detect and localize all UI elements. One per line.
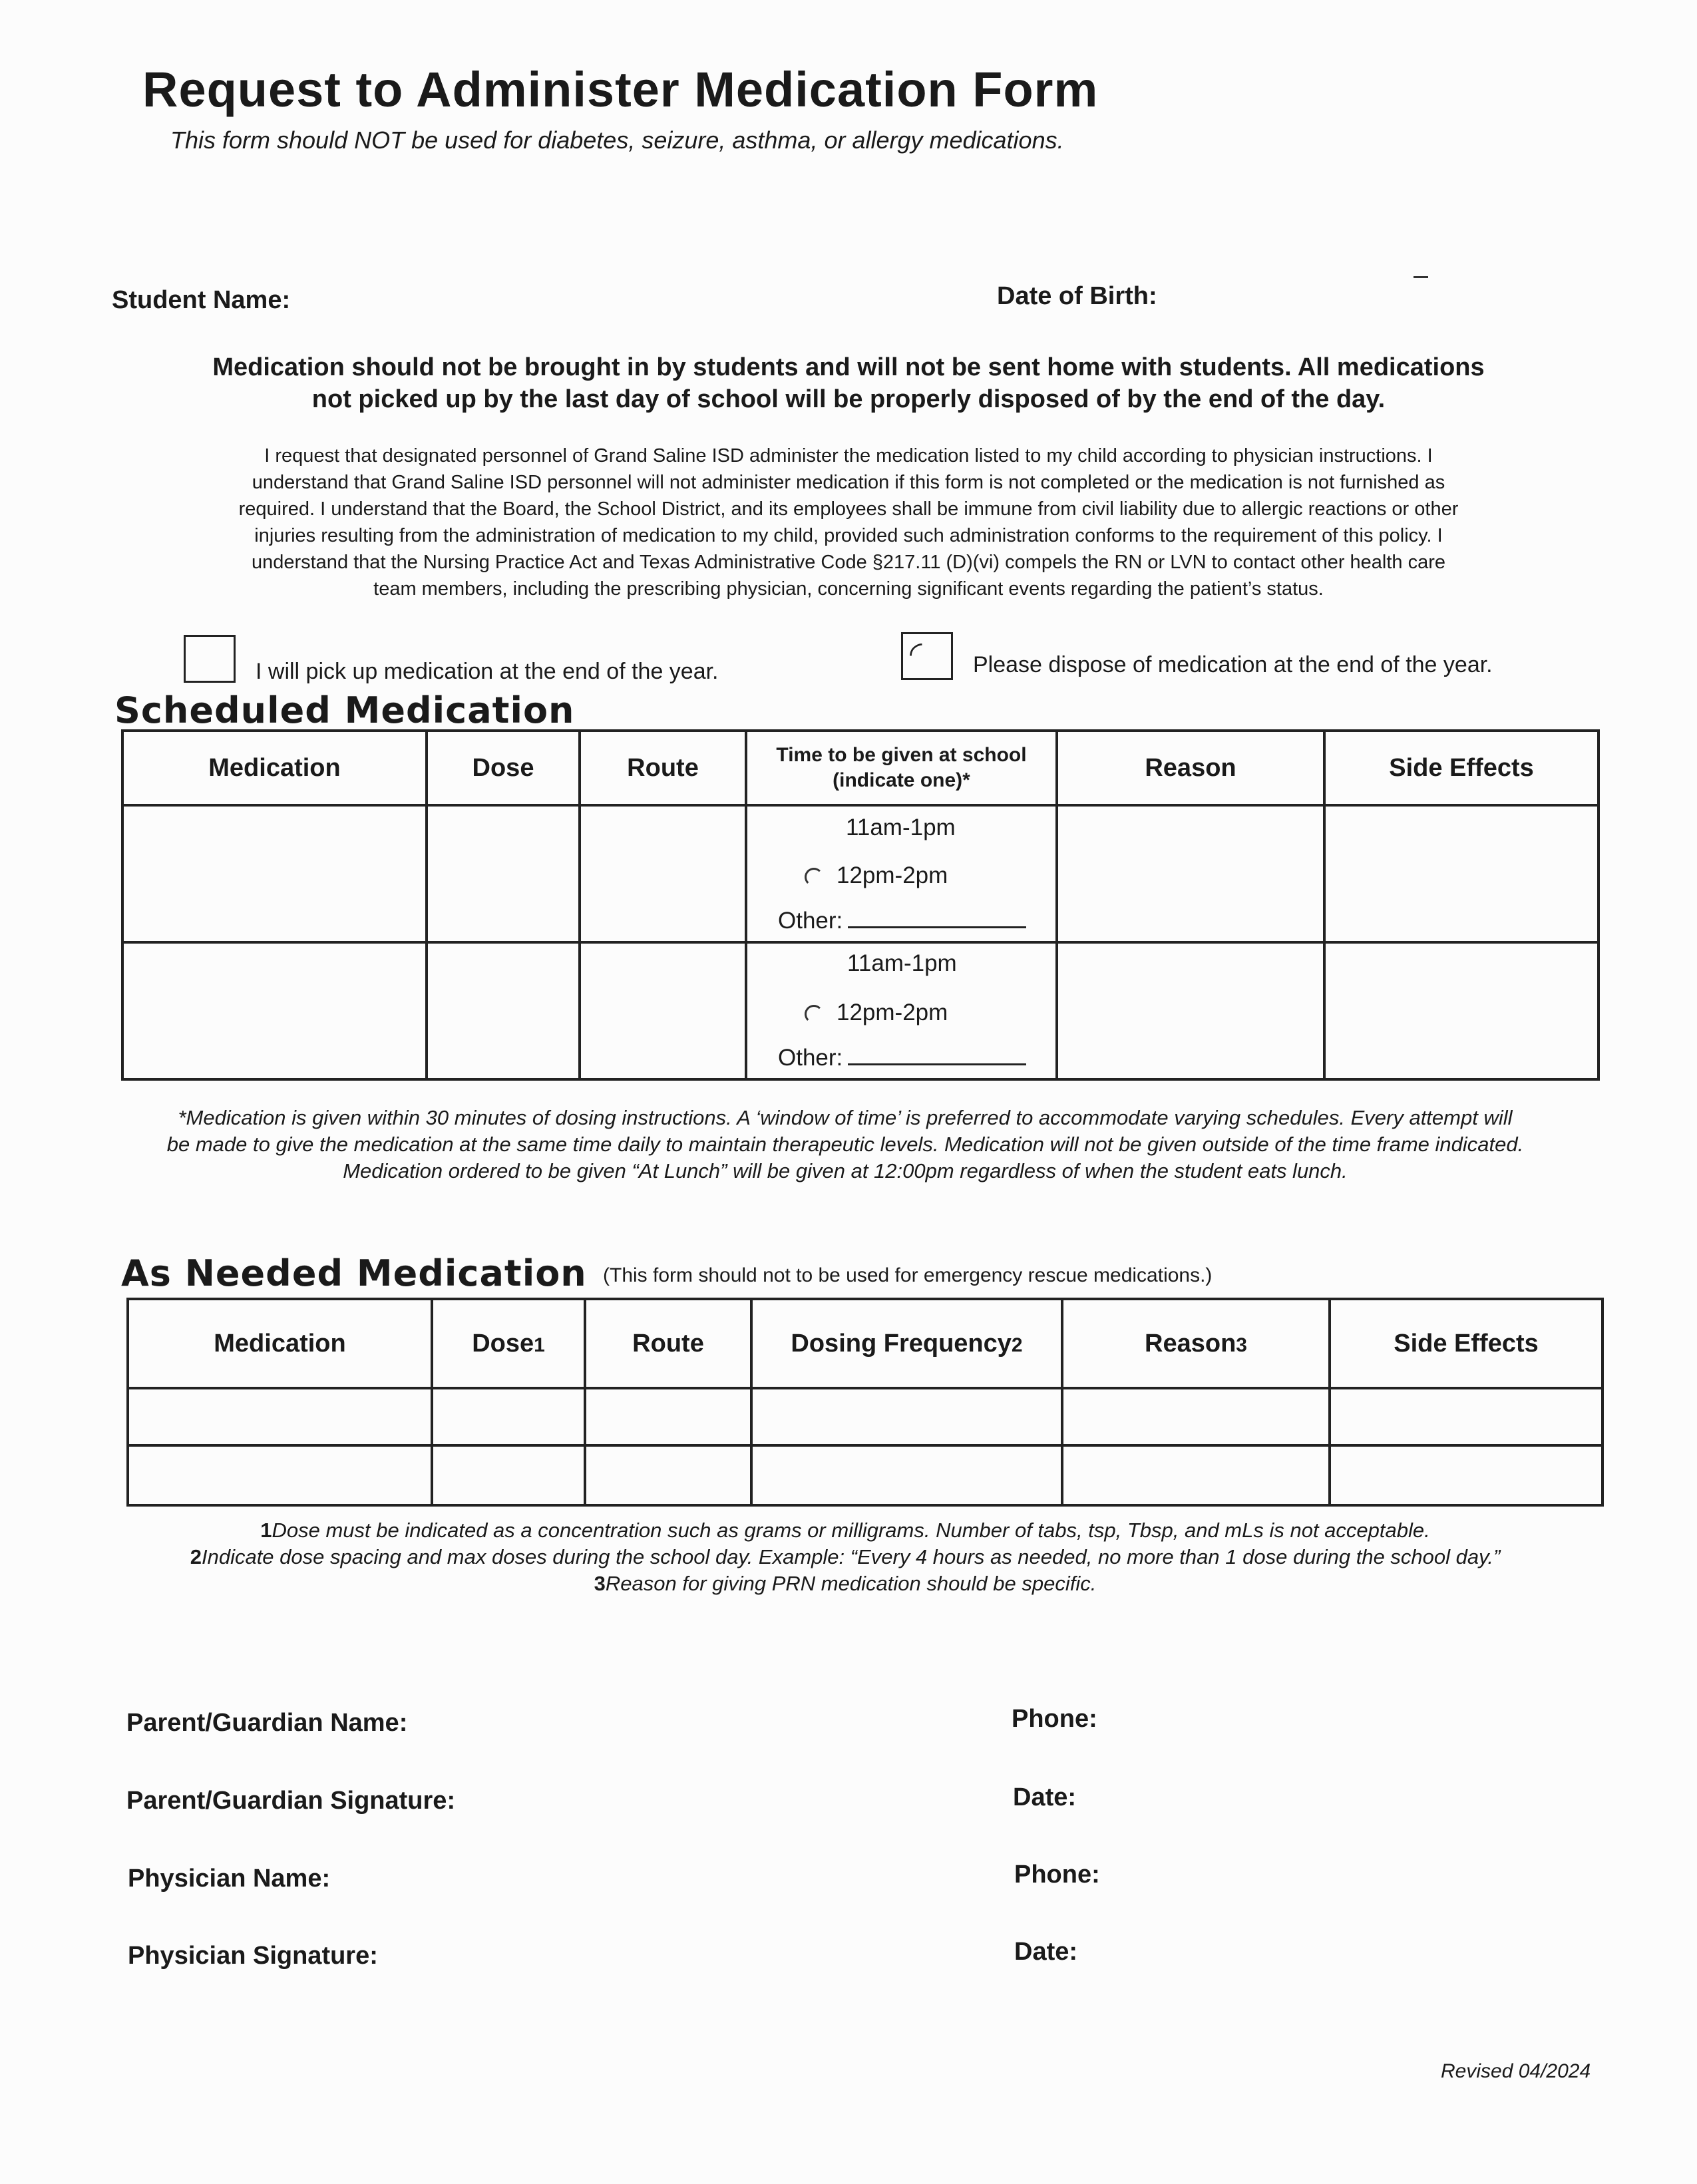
header-medication: Medication xyxy=(128,1299,432,1388)
header-side-effects: Side Effects xyxy=(1324,731,1599,805)
scheduled-medication-heading: Scheduled Medication xyxy=(114,689,575,731)
consent-line: required. I understand that the Board, the School District, and its employees shall be immune from civil liability due to allergic reactions or other xyxy=(238,498,1459,520)
medication-cell[interactable] xyxy=(122,942,427,1079)
side-effects-cell[interactable] xyxy=(1324,805,1599,942)
time-cell xyxy=(746,805,1057,942)
physician-name-label: Physician Name: xyxy=(128,1865,331,1893)
scheduled-medication-table xyxy=(121,729,1600,1081)
time-option-label: 11am-1pm xyxy=(846,815,956,840)
footnote-number: 2 xyxy=(190,1545,202,1568)
parent-phone-label: Phone: xyxy=(1012,1705,1097,1733)
parent-guardian-signature-label: Parent/Guardian Signature: xyxy=(126,1787,456,1815)
side-effects-cell[interactable] xyxy=(1330,1388,1603,1445)
pickup-checkbox[interactable] xyxy=(184,635,236,683)
time-option-label: Other: xyxy=(778,1045,843,1071)
dose-cell[interactable] xyxy=(432,1445,585,1505)
dispose-label: Please dispose of medication at the end of the year. xyxy=(973,652,1493,677)
medication-cell[interactable] xyxy=(128,1388,432,1445)
frequency-footnote-ref: 2 xyxy=(1011,1334,1023,1356)
dose-cell[interactable] xyxy=(432,1388,585,1445)
stray-mark xyxy=(1414,276,1428,278)
as-needed-note: (This form should not to be used for emergency rescue medications.) xyxy=(603,1264,1213,1286)
consent-line: team members, including the prescribing physician, concerning significant events regarding the patient’s status. xyxy=(373,578,1324,600)
header-reason-label: Reason xyxy=(1145,1329,1236,1358)
table-row xyxy=(122,942,1599,1079)
footnote-number: 1 xyxy=(260,1519,272,1542)
time-option-label: 11am-1pm xyxy=(847,950,957,976)
scheduled-footnote xyxy=(100,1105,1591,1184)
form-title: Request to Administer Medication Form xyxy=(142,62,1099,117)
parent-guardian-name-label: Parent/Guardian Name: xyxy=(126,1709,408,1737)
table-row xyxy=(128,1388,1603,1445)
medication-cell[interactable] xyxy=(128,1445,432,1505)
time-option-label: 12pm-2pm xyxy=(837,1000,948,1025)
other-blank-line[interactable] xyxy=(848,1063,1026,1065)
time-option-label: 12pm-2pm xyxy=(837,862,948,888)
header-dose-label: Dose xyxy=(472,1329,534,1358)
radio-mark-icon xyxy=(805,868,823,886)
frequency-cell[interactable] xyxy=(751,1388,1062,1445)
header-dose: Dose xyxy=(427,731,580,805)
header-route: Route xyxy=(585,1299,751,1388)
header-frequency-label: Dosing Frequency xyxy=(791,1329,1012,1358)
route-cell[interactable] xyxy=(585,1445,751,1505)
physician-date-label: Date: xyxy=(1014,1938,1078,1966)
header-medication: Medication xyxy=(122,731,427,805)
notice-line-1: Medication should not be brought in by students and will not be sent home with students. All medications xyxy=(212,353,1485,381)
time-option-11am-1pm[interactable] xyxy=(846,815,956,841)
as-needed-footnotes xyxy=(100,1517,1591,1597)
dose-cell[interactable] xyxy=(427,942,580,1079)
header-reason xyxy=(1062,1299,1330,1388)
side-effects-cell[interactable] xyxy=(1324,942,1599,1079)
footnote-text: Dose must be indicated as a concentration such as grams or milligrams. Number of tabs, tsp, Tbsp, and mLs is not acceptable. xyxy=(272,1519,1430,1542)
footnote-text: Indicate dose spacing and max doses during the school day. Example: “Every 4 hours as needed, no more than 1 dose during the school day.” xyxy=(201,1545,1501,1568)
other-blank-line[interactable] xyxy=(848,926,1026,928)
dose-cell[interactable] xyxy=(427,805,580,942)
header-time-line-2: (indicate one)* xyxy=(833,769,970,791)
consent-line: understand that Grand Saline ISD personnel will not administer medication if this form is not completed or the medication is not furnished as xyxy=(252,472,1445,493)
revision-date: Revised 04/2024 xyxy=(1441,2060,1591,2082)
table-row xyxy=(128,1445,1603,1505)
header-time xyxy=(746,731,1057,805)
dose-footnote-ref: 1 xyxy=(534,1334,545,1356)
medication-cell[interactable] xyxy=(122,805,427,942)
reason-cell[interactable] xyxy=(1062,1445,1330,1505)
time-option-12pm-2pm[interactable] xyxy=(805,1000,948,1026)
header-side-effects: Side Effects xyxy=(1330,1299,1603,1388)
dispose-checkbox[interactable] xyxy=(901,632,953,680)
header-frequency xyxy=(751,1299,1062,1388)
route-cell[interactable] xyxy=(580,805,746,942)
as-needed-medication-heading: As Needed Medication xyxy=(121,1252,587,1294)
consent-line: understand that the Nursing Practice Act and Texas Administrative Code §217.11 (D)(vi) compels the RN or LVN to contact other health care xyxy=(251,552,1446,573)
side-effects-cell[interactable] xyxy=(1330,1445,1603,1505)
footnote-number: 3 xyxy=(594,1572,606,1595)
physician-signature-label: Physician Signature: xyxy=(128,1942,378,1970)
footnote-line: be made to give the medication at the same time daily to maintain therapeutic levels. Medication will not be given outside of the time frame indicated. xyxy=(166,1133,1524,1156)
time-option-other[interactable] xyxy=(778,908,1026,934)
consent-line: injuries resulting from the administration of medication to my child, provided such administration conforms to the requirement of this policy. I xyxy=(254,525,1443,546)
route-cell[interactable] xyxy=(585,1388,751,1445)
date-of-birth-label: Date of Birth: xyxy=(997,282,1157,310)
parent-date-label: Date: xyxy=(1013,1783,1077,1811)
time-option-other[interactable] xyxy=(778,1045,1026,1071)
header-time-line-1: Time to be given at school xyxy=(776,744,1027,766)
time-option-11am-1pm[interactable] xyxy=(847,950,957,977)
form-subtitle: This form should NOT be used for diabetes, seizure, asthma, or allergy medications. xyxy=(170,126,1064,154)
consent-paragraph xyxy=(146,443,1551,602)
header-reason: Reason xyxy=(1057,731,1324,805)
reason-cell[interactable] xyxy=(1062,1388,1330,1445)
partial-check-mark-icon: ◜ xyxy=(910,636,922,671)
student-name-label: Student Name: xyxy=(112,286,291,314)
reason-cell[interactable] xyxy=(1057,805,1324,942)
physician-phone-label: Phone: xyxy=(1014,1861,1100,1889)
disposal-notice xyxy=(146,351,1551,415)
footnote-line: *Medication is given within 30 minutes of dosing instructions. A ‘window of time’ is preferred to accommodate varying schedules. Every attempt will xyxy=(178,1106,1513,1129)
footnote-line xyxy=(100,1544,1591,1570)
header-route: Route xyxy=(580,731,746,805)
route-cell[interactable] xyxy=(580,942,746,1079)
table-row xyxy=(122,805,1599,942)
notice-line-2: not picked up by the last day of school will be properly disposed of by the end of the day. xyxy=(311,385,1386,413)
reason-footnote-ref: 3 xyxy=(1236,1334,1247,1356)
time-option-label: Other: xyxy=(778,908,843,934)
radio-mark-icon xyxy=(805,1005,823,1023)
consent-line: I request that designated personnel of Grand Saline ISD administer the medication listed to my child according to physician instructions. I xyxy=(264,445,1433,466)
time-cell xyxy=(746,942,1057,1079)
footnote-line: Medication ordered to be given “At Lunch” will be given at 12:00pm regardless of when the student eats lunch. xyxy=(343,1159,1348,1183)
pickup-label: I will pick up medication at the end of the year. xyxy=(256,659,719,684)
header-dose xyxy=(432,1299,585,1388)
frequency-cell[interactable] xyxy=(751,1445,1062,1505)
table-header-row xyxy=(128,1299,1603,1388)
table-header-row xyxy=(122,731,1599,805)
footnote-text: Reason for giving PRN medication should be specific. xyxy=(605,1572,1097,1595)
reason-cell[interactable] xyxy=(1057,942,1324,1079)
as-needed-medication-table xyxy=(126,1298,1604,1507)
time-option-12pm-2pm[interactable] xyxy=(805,862,948,889)
footnote-line xyxy=(100,1570,1591,1597)
footnote-line xyxy=(100,1517,1591,1544)
